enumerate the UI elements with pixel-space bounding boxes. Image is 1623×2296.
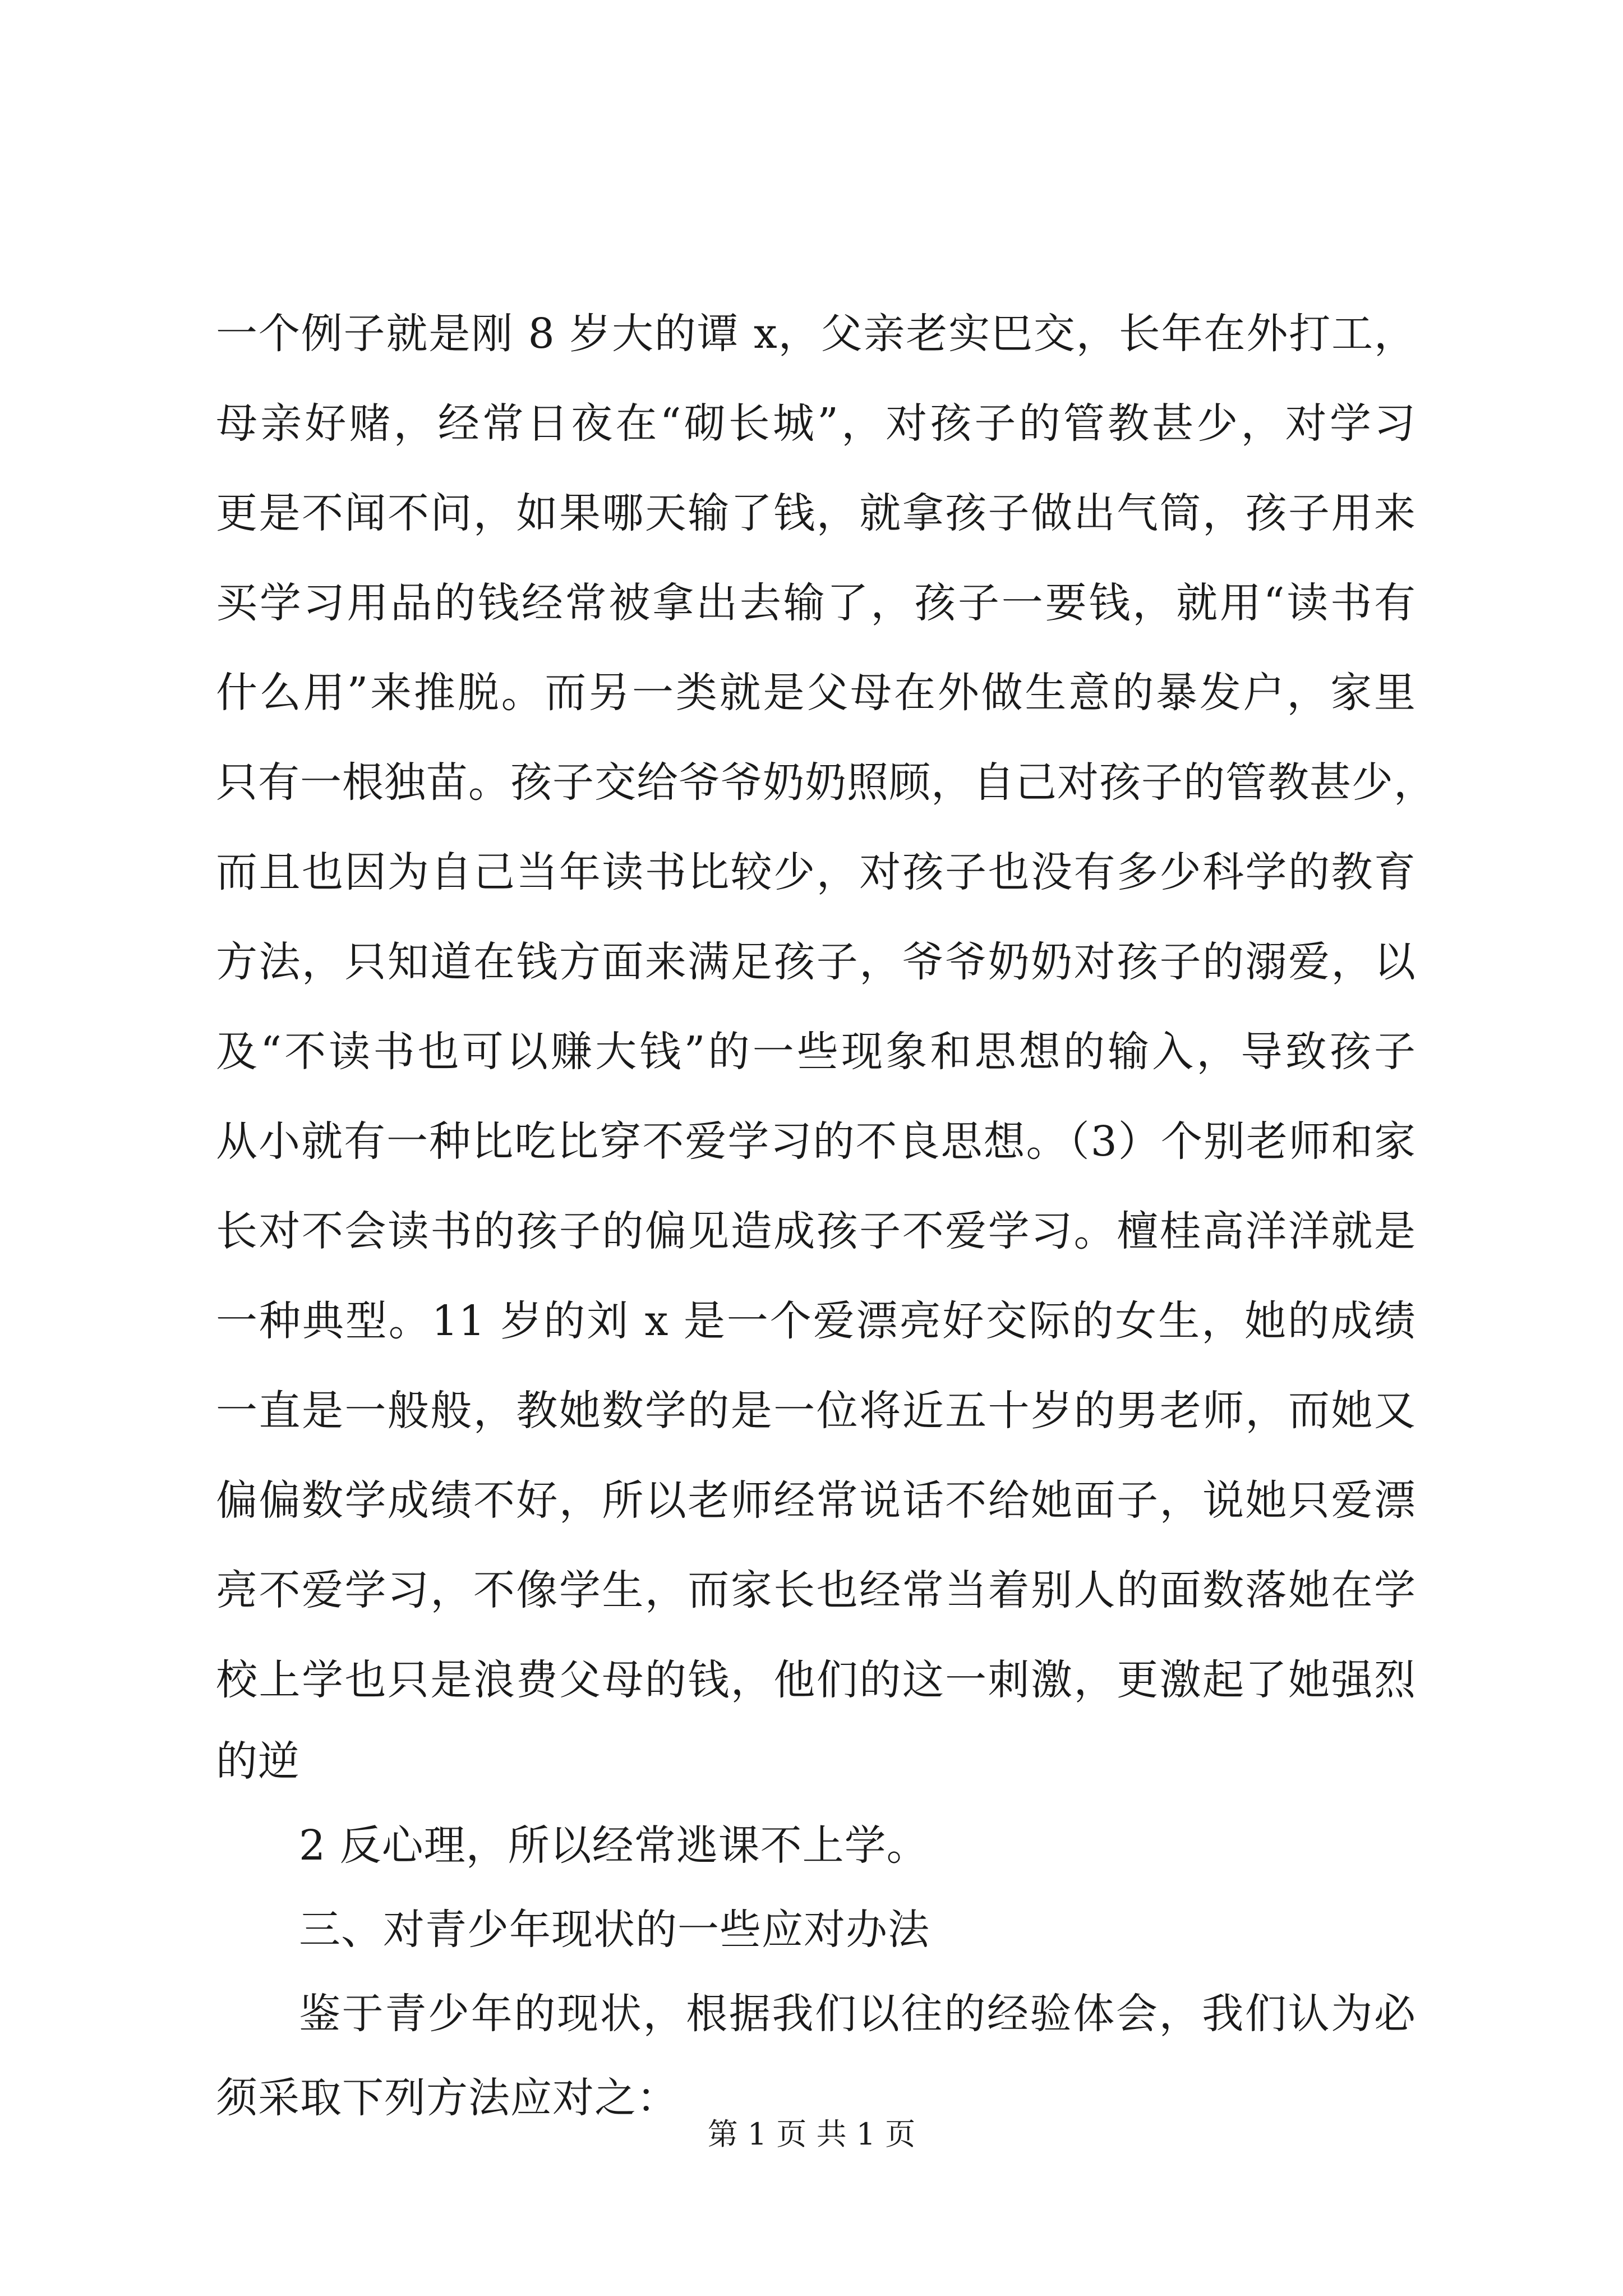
text-line: 母亲好赌，经常日夜在“砌长城”，对孩子的管教甚少，对学习 <box>216 399 1416 448</box>
text-line: 而且也因为自己当年读书比较少，对孩子也没有多少科学的教育 <box>216 848 1416 896</box>
text-line: 一直是一般般，教她数学的是一位将近五十岁的男老师，而她又 <box>216 1387 1416 1435</box>
text-line: 一种典型。11 岁的刘 x 是一个爱漂亮好交际的女生，她的成绩 <box>216 1297 1416 1345</box>
text-line: 从小就有一种比吃比穿不爱学习的不良思想。（3）个别老师和家 <box>216 1117 1416 1166</box>
text-line: 长对不会读书的孩子的偏见造成孩子不爱学习。檀桂高洋洋就是 <box>216 1207 1416 1255</box>
text-line: 偏偏数学成绩不好，所以老师经常说话不给她面子，说她只爱漂 <box>216 1476 1416 1525</box>
text-line: 更是不闻不问，如果哪天输了钱，就拿孩子做出气筒，孩子用来 <box>216 489 1416 537</box>
text-line: 只有一根独苗。孩子交给爷爷奶奶照顾，自己对孩子的管教甚少， <box>216 758 1436 807</box>
section-heading: 三、对青少年现状的一些应对办法 <box>299 1906 930 1954</box>
text-line: 的逆 <box>216 1737 300 1786</box>
text-line: 方法，只知道在钱方面来满足孩子，爷爷奶奶对孩子的溺爱，以 <box>216 938 1416 986</box>
text-line: 鉴于青少年的现状，根据我们以往的经验体会，我们认为必 <box>299 1990 1416 2038</box>
text-line: 什么用”来推脱。而另一类就是父母在外做生意的暴发户，家里 <box>216 669 1416 717</box>
text-line: 校上学也只是浪费父母的钱，他们的这一刺激，更激起了她强烈 <box>216 1656 1416 1704</box>
text-line: 买学习用品的钱经常被拿出去输了，孩子一要钱，就用“读书有 <box>216 579 1416 627</box>
text-line: 及“不读书也可以赚大钱”的一些现象和思想的输入，导致孩子 <box>216 1028 1416 1076</box>
text-line: 须采取下列方法应对之： <box>216 2074 679 2122</box>
text-line: 一个例子就是刚 8 岁大的谭 x，父亲老实巴交，长年在外打工， <box>216 310 1416 358</box>
page-footer: 第 1 页 共 1 页 <box>707 2116 916 2152</box>
paragraph-continuation: 2 反心理，所以经常逃课不上学。 <box>299 1821 929 1870</box>
text-line: 亮不爱学习，不像学生，而家长也经常当着别人的面数落她在学 <box>216 1566 1416 1614</box>
